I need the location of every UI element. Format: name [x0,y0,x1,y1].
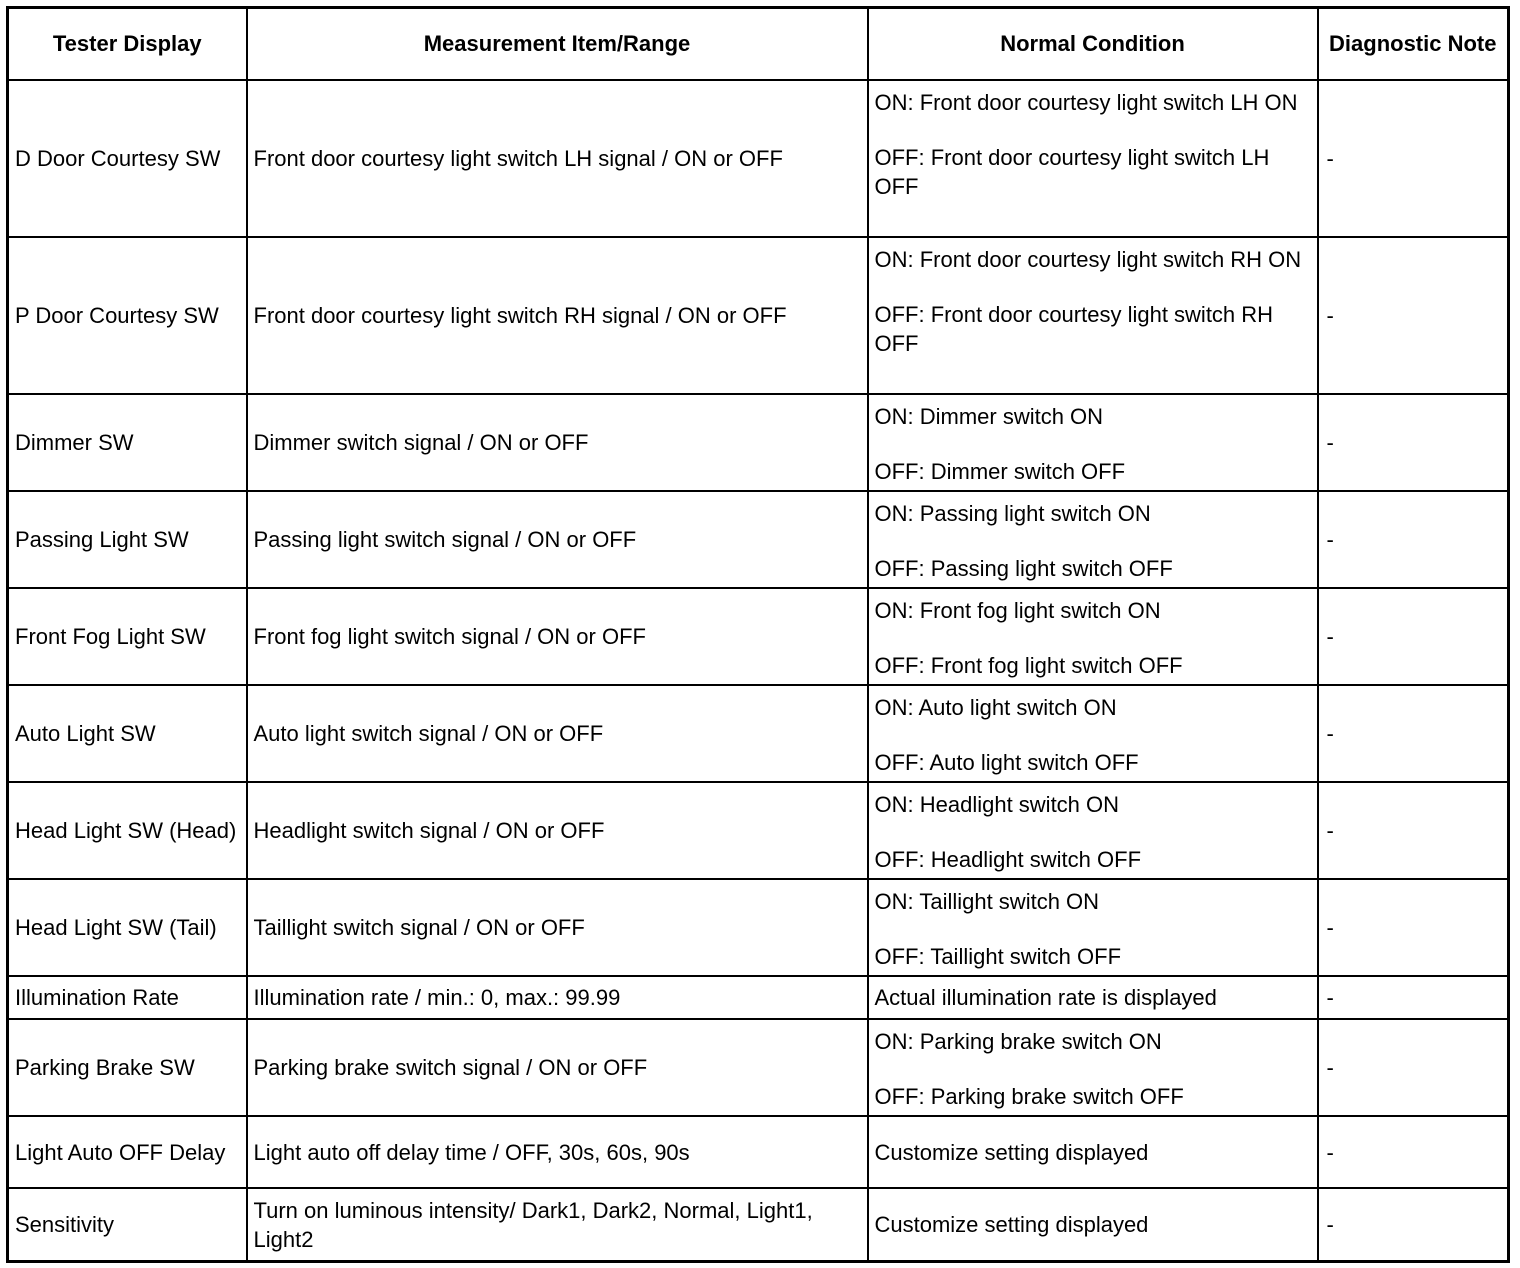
measurement-cell: Turn on luminous intensity/ Dark1, Dark2, Normal, Light1, Light2 [247,1188,868,1261]
data-list-table [6,6,1510,1263]
table-row [8,1116,1509,1188]
condition-off: OFF: Passing light switch OFF [874,555,1173,581]
diagnostic-note-cell: - [1318,879,1509,976]
measurement-cell: Headlight switch signal / ON or OFF [247,782,868,879]
table-row [8,1188,1509,1261]
condition-on: ON: Passing light switch ON [874,500,1151,526]
measurement-cell: Dimmer switch signal / ON or OFF [247,394,868,491]
normal-condition-cell [868,782,1318,879]
condition-on: ON: Front fog light switch ON [874,597,1161,623]
normal-condition-cell [868,394,1318,491]
measurement-cell: Passing light switch signal / ON or OFF [247,491,868,588]
tester-display-cell: Sensitivity [8,1188,247,1261]
condition-on: ON: Front door courtesy light switch RH ON [874,246,1302,272]
tester-display-cell: Auto Light SW [8,685,247,782]
condition-off: OFF: Taillight switch OFF [874,944,1122,970]
table-row [8,1019,1509,1116]
tester-display-cell: Front Fog Light SW [8,588,247,685]
condition-off: OFF: Headlight switch OFF [874,847,1142,873]
tester-display-cell: Passing Light SW [8,491,247,588]
diagnostic-note-cell: - [1318,976,1509,1019]
measurement-cell: Auto light switch signal / ON or OFF [247,685,868,782]
diagnostic-note-cell: - [1318,782,1509,879]
tester-display-cell: Head Light SW (Head) [8,782,247,879]
condition-off: OFF: Front door courtesy light switch LH OFF [874,144,1270,199]
condition-off: OFF: Front door courtesy light switch RH OFF [874,301,1274,356]
tester-display-cell: Dimmer SW [8,394,247,491]
table-row [8,782,1509,879]
tester-display-cell: P Door Courtesy SW [8,237,247,394]
diagnostic-note-cell: - [1318,237,1509,394]
diagnostic-note-cell: - [1318,1188,1509,1261]
table-row [8,976,1509,1019]
table-row [8,879,1509,976]
table-row [8,685,1509,782]
condition-off: OFF: Dimmer switch OFF [874,458,1126,484]
tester-display-cell: Head Light SW (Tail) [8,879,247,976]
table-row [8,80,1509,237]
normal-condition-cell: Actual illumination rate is displayed [868,976,1318,1019]
measurement-cell: Front door courtesy light switch RH signal / ON or OFF [247,237,868,394]
header-measurement: Measurement Item/Range [247,8,868,80]
tester-display-cell: Parking Brake SW [8,1019,247,1116]
measurement-cell: Light auto off delay time / OFF, 30s, 60s, 90s [247,1116,868,1188]
table-row [8,237,1509,394]
header-diagnostic-note: Diagnostic Note [1318,8,1509,80]
measurement-cell: Front door courtesy light switch LH signal / ON or OFF [247,80,868,237]
condition-on: ON: Front door courtesy light switch LH ON [874,89,1298,115]
normal-condition-cell [868,237,1318,394]
diagnostic-note-cell: - [1318,491,1509,588]
condition-on: ON: Headlight switch ON [874,792,1120,818]
tester-display-cell: D Door Courtesy SW [8,80,247,237]
normal-condition-cell [868,588,1318,685]
table-row [8,588,1509,685]
diagnostic-note-cell: - [1318,1116,1509,1188]
header-row [8,8,1509,80]
measurement-cell: Front fog light switch signal / ON or OFF [247,588,868,685]
header-normal-condition: Normal Condition [868,8,1318,80]
normal-condition-cell [868,491,1318,588]
measurement-cell: Taillight switch signal / ON or OFF [247,879,868,976]
condition-off: OFF: Parking brake switch OFF [874,1084,1184,1110]
normal-condition-cell: Customize setting displayed [868,1188,1318,1261]
measurement-cell: Parking brake switch signal / ON or OFF [247,1019,868,1116]
header-tester-display: Tester Display [8,8,247,80]
condition-on: ON: Parking brake switch ON [874,1029,1162,1055]
normal-condition-cell: Customize setting displayed [868,1116,1318,1188]
condition-on: ON: Taillight switch ON [874,889,1100,915]
normal-condition-cell [868,80,1318,237]
normal-condition-cell [868,1019,1318,1116]
normal-condition-cell [868,879,1318,976]
condition-off: OFF: Auto light switch OFF [874,749,1139,775]
tester-display-cell: Light Auto OFF Delay [8,1116,247,1188]
table-row [8,394,1509,491]
diagnostic-note-cell: - [1318,685,1509,782]
condition-on: ON: Auto light switch ON [874,694,1117,720]
tester-display-cell: Illumination Rate [8,976,247,1019]
diagnostic-note-cell: - [1318,588,1509,685]
diagnostic-note-cell: - [1318,394,1509,491]
diagnostic-note-cell: - [1318,1019,1509,1116]
condition-on: ON: Dimmer switch ON [874,403,1104,429]
normal-condition-cell [868,685,1318,782]
measurement-cell: Illumination rate / min.: 0, max.: 99.99 [247,976,868,1019]
condition-off: OFF: Front fog light switch OFF [874,652,1183,678]
diagnostic-note-cell: - [1318,80,1509,237]
table-row [8,491,1509,588]
